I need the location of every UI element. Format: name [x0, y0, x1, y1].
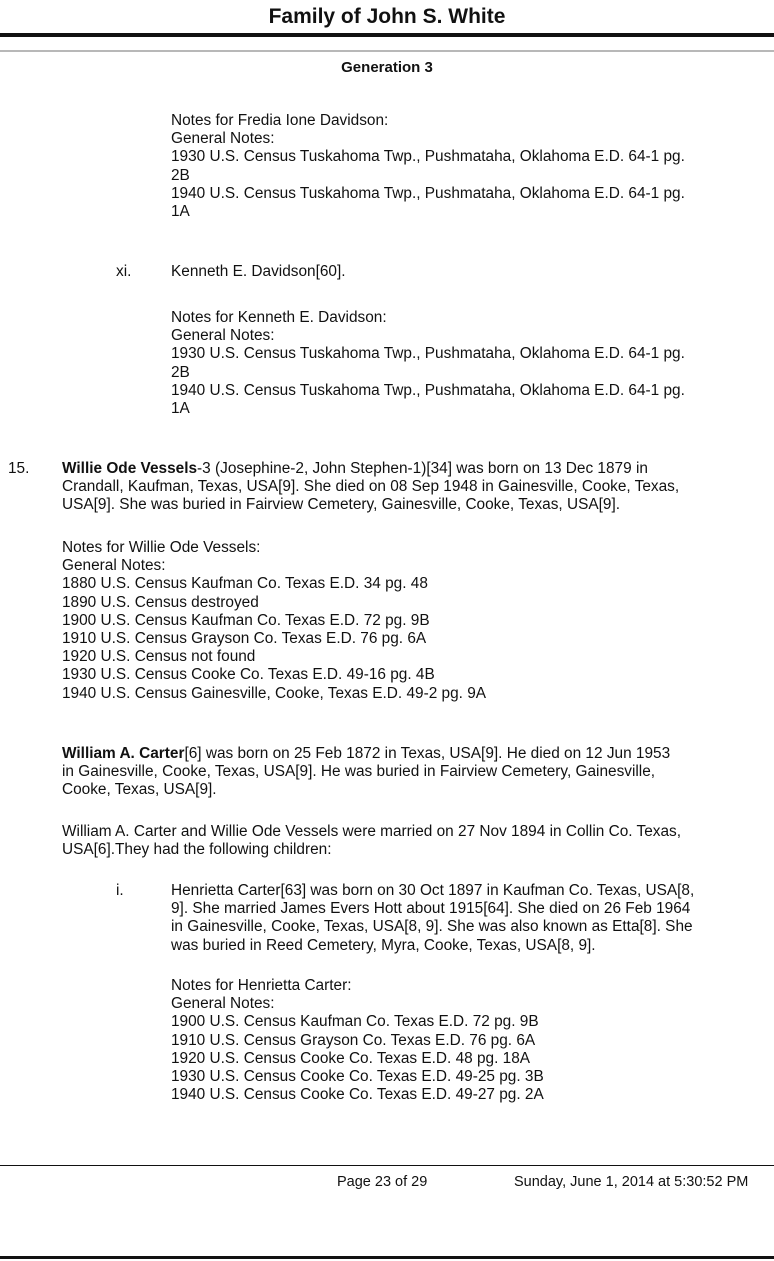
note-line: 1900 U.S. Census Kaufman Co. Texas E.D. 72 pg. 9B — [171, 1013, 539, 1031]
spouse-entry — [62, 745, 670, 800]
header-rule-thin — [0, 50, 774, 52]
entry-person — [62, 460, 679, 515]
child-detail: in Gainesville, Cooke, Texas, USA[8, 9]. She was also known as Etta[8]. She — [171, 918, 693, 936]
person-name: Willie Ode Vessels — [62, 460, 198, 477]
footer-rule — [0, 1165, 774, 1166]
note-line: General Notes: — [171, 327, 275, 345]
print-timestamp: Sunday, June 1, 2014 at 5:30:52 PM — [514, 1174, 749, 1190]
note-line: 1900 U.S. Census Kaufman Co. Texas E.D. 72 pg. 9B — [62, 611, 430, 629]
willie-notes — [62, 539, 486, 703]
child-name: Kenneth E. Davidson[60]. — [171, 263, 346, 280]
note-line: 1910 U.S. Census Grayson Co. Texas E.D. 76 pg. 6A — [62, 629, 427, 647]
note-line: 1880 U.S. Census Kaufman Co. Texas E.D. 34 pg. 48 — [62, 575, 428, 593]
note-line: Notes for Fredia Ione Davidson: — [171, 112, 389, 129]
note-line: 1920 U.S. Census Cooke Co. Texas E.D. 48 pg. 18A — [171, 1049, 531, 1067]
marriage-paragraph — [62, 823, 681, 859]
child-detail: Henrietta Carter[63] was born on 30 Oct 1897 in Kaufman Co. Texas, USA[8, — [171, 882, 695, 899]
person-detail: Crandall, Kaufman, Texas, USA[9]. She died on 08 Sep 1948 in Gainesville, Cooke, Texas, — [62, 478, 680, 496]
generation-heading: Generation 3 — [341, 59, 433, 76]
child-detail: was buried in Reed Cemetery, Myra, Cooke, Texas, USA[8, 9]. — [171, 936, 596, 954]
page-number: Page 23 of 29 — [337, 1174, 428, 1190]
note-line: 2B — [171, 166, 190, 184]
note-line: 1940 U.S. Census Cooke Co. Texas E.D. 49-27 pg. 2A — [171, 1086, 544, 1104]
note-line: 1940 U.S. Census Tuskahoma Twp., Pushmataha, Oklahoma E.D. 64-1 pg. — [171, 184, 685, 202]
page-bottom-rule — [0, 1256, 774, 1259]
note-line: 1890 U.S. Census destroyed — [62, 593, 259, 611]
header-rule-thick — [0, 33, 774, 37]
child-detail: 9]. She married James Evers Hott about 1915[64]. She died on 26 Feb 1964 — [171, 900, 691, 918]
spouse-name: William A. Carter — [62, 745, 185, 762]
note-line: Notes for Kenneth E. Davidson: — [171, 309, 387, 326]
note-line: General Notes: — [171, 995, 275, 1013]
note-line: 2B — [171, 363, 190, 381]
spouse-detail: Cooke, Texas, USA[9]. — [62, 781, 217, 799]
note-line: 1930 U.S. Census Cooke Co. Texas E.D. 49-16 pg. 4B — [62, 666, 435, 684]
note-line: 1930 U.S. Census Tuskahoma Twp., Pushmataha, Oklahoma E.D. 64-1 pg. — [171, 345, 685, 363]
person-detail: USA[9]. She was buried in Fairview Cemetery, Gainesville, Cooke, Texas, USA[9]. — [62, 496, 620, 514]
spouse-detail: in Gainesville, Cooke, Texas, USA[9]. He was buried in Fairview Cemetery, Gainesville, — [62, 763, 656, 781]
note-line: General Notes: — [171, 130, 275, 148]
note-line: 1920 U.S. Census not found — [62, 648, 256, 666]
note-line: 1930 U.S. Census Tuskahoma Twp., Pushmataha, Oklahoma E.D. 64-1 pg. — [171, 148, 685, 166]
note-line: 1A — [171, 202, 190, 220]
note-line: 1930 U.S. Census Cooke Co. Texas E.D. 49-25 pg. 3B — [171, 1067, 544, 1085]
child-entry — [171, 882, 694, 955]
note-line: General Notes: — [62, 557, 166, 575]
note-line: 1A — [171, 399, 190, 417]
child-numeral: xi. — [116, 263, 132, 280]
marriage-line: USA[6].They had the following children: — [62, 841, 332, 859]
note-line: 1910 U.S. Census Grayson Co. Texas E.D. 76 pg. 6A — [171, 1031, 536, 1049]
child-numeral: i. — [116, 882, 124, 899]
person-detail: -3 (Josephine-2, John Stephen-1)[34] was born on 13 Dec 1879 in — [197, 460, 648, 477]
page-title: Family of John S. White — [268, 5, 506, 28]
spouse-detail: [6] was born on 25 Feb 1872 in Texas, USA[9]. He died on 12 Jun 1953 — [184, 745, 671, 762]
note-line: Notes for Henrietta Carter: — [171, 977, 352, 994]
fredia-notes — [171, 112, 685, 221]
note-line: 1940 U.S. Census Gainesville, Cooke, Texas E.D. 49-2 pg. 9A — [62, 684, 487, 702]
entry-number: 15. — [8, 460, 30, 477]
kenneth-notes — [171, 309, 685, 418]
note-line: 1940 U.S. Census Tuskahoma Twp., Pushmataha, Oklahoma E.D. 64-1 pg. — [171, 381, 685, 399]
note-line: Notes for Willie Ode Vessels: — [62, 539, 261, 556]
marriage-line: William A. Carter and Willie Ode Vessels were married on 27 Nov 1894 in Collin Co. Texas, — [62, 823, 682, 840]
henrietta-notes — [171, 977, 544, 1104]
